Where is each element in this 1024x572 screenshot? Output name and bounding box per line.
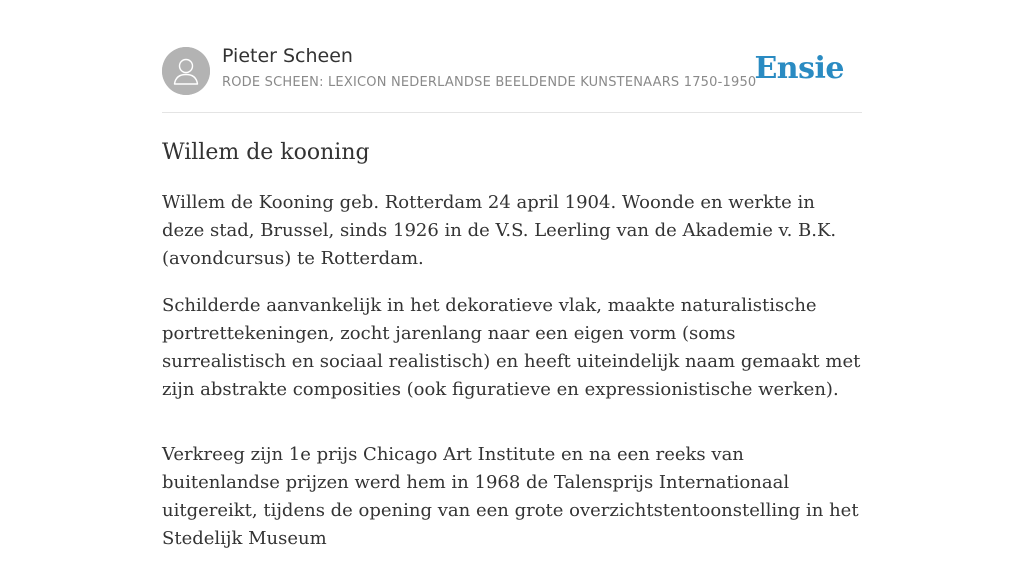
article-paragraph: Verkreeg zijn 1e prijs Chicago Art Institute en na een reeks van buitenlandse prijzen werd hem in 1968 de Talensprijs Internationaal uitgereikt, tijdens de opening van een grote overzichtstentoonstelling in het Stedelijk Museum — [162, 444, 859, 549]
content-container — [162, 0, 862, 572]
article-paragraph: Willem de Kooning geb. Rotterdam 24 april 1904. Woonde en werkte in deze stad, Brussel, sinds 1926 in de V.S. Leerling van de Akademie v. B.K. (avondcursus) te Rotterdam. — [162, 192, 837, 269]
author-name[interactable]: Pieter Scheen — [222, 45, 353, 67]
article-paragraph: Schilderde aanvankelijk in het dekoratieve vlak, maakte naturalistische portrettekeningen, zocht jarenlang naar een eigen vorm (soms surrealistisch en sociaal realistisch) en heeft uiteindelijk naam gemaakt met zijn abstrakte composities (ook figuratieve en expressionistische werken). — [162, 295, 861, 400]
article-title: Willem de kooning — [162, 140, 370, 165]
source-name[interactable]: RODE SCHEEN: LEXICON NEDERLANDSE BEELDENDE KUNSTENAARS 1750-1950 — [222, 75, 757, 90]
user-avatar-icon[interactable] — [162, 47, 210, 95]
article-body — [162, 189, 862, 553]
article-header — [162, 0, 862, 113]
ensie-logo[interactable]: Ensie — [754, 51, 844, 86]
